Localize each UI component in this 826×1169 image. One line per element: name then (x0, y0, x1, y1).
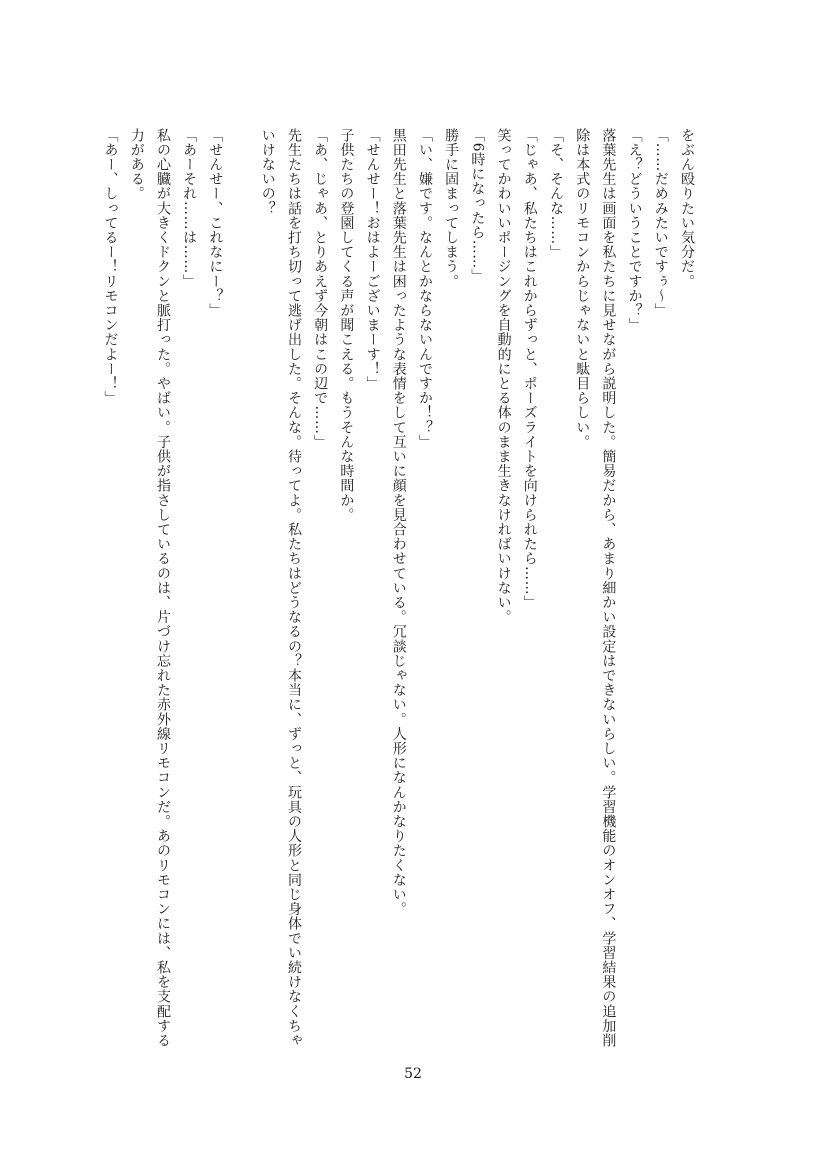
text-line: 私の心臓が大きくドクンと脈打った。やばい。子供が指さしているのは、片づけ忘れた赤外線リモコンだ。あのリモコンには、私を支配する (154, 128, 171, 1048)
page-number: 52 (404, 1066, 422, 1082)
text-line: をぶん殴りたい気分だ。 (679, 128, 695, 289)
scene-break (228, 128, 254, 1058)
text-line: 「あー、しってるー！リモコンだよー！」 (102, 128, 119, 406)
text-line: 黒田先生と落葉先生は困ったような表情をして互いに顔を見合わせている。冗談じゃない。人形になんかなりたくない。 (390, 128, 407, 917)
text-line: 「あーそれ……は……」 (181, 128, 198, 289)
text-line: いけないの？ (259, 128, 276, 216)
text-line: 「せんせー、これなにー？」 (207, 128, 224, 318)
text-line: 「……だめみたいですぅ〜」 (652, 128, 669, 318)
text-line: 「あ、じゃあ、とりあえず今朝はこの辺で……」 (312, 128, 329, 450)
text-line: 「6時になったら……」 (469, 128, 486, 284)
text-line: 子供たちの登園してくる声が聞こえる。もうそんな時間か。 (338, 128, 355, 523)
text-line: 除は本式のリモコンからじゃないと駄目らしい。 (574, 128, 591, 450)
text-line: 「え？どういうことですか？」 (626, 128, 643, 333)
vertical-text-body (97, 128, 700, 1058)
text-line: 笑ってかわいいポージングを自動的にとる体のまま生きなければいけない。 (495, 128, 512, 625)
text-line: 「そ、そんな……」 (547, 128, 564, 260)
text-line: 「い、嫌です。なんとかならないんですか！？」 (416, 128, 433, 450)
text-line: 勝手に固まってしまう。 (443, 128, 460, 289)
text-line: 力がある。 (128, 128, 145, 201)
text-line: 先生たちは話を打ち切って逃げ出した。そんな。待ってよ。私たちはどうなるの？本当に、ずっと、玩具の人形と同じ身体でい続けなくちゃ (285, 128, 302, 1048)
text-line: 「じゃあ、私たちはこれからずっと、ポーズライトを向けられたら……」 (521, 128, 538, 610)
text-line: 落葉先生は画面を私たちに見せながら説明した。簡易だから、あまり細かい設定はできないらしい。学習機能のオンオフ、学習結果の追加削 (600, 128, 617, 1048)
text-line: 「せんせー！おはよーございまーす！」 (364, 128, 381, 391)
